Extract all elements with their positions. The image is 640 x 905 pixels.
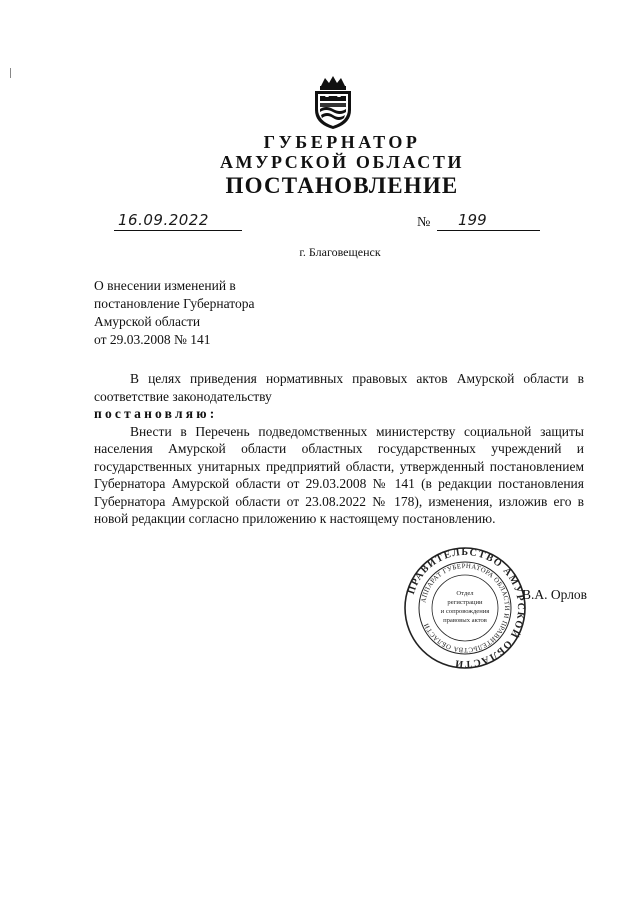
preamble-paragraph: В целях приведения нормативных правовых актов Амурской области в соответствие законодательству (94, 371, 584, 404)
stamp-center-line: регистрации (447, 599, 483, 606)
stamp-center-line: Отдел (456, 590, 474, 597)
subject-line: постановление Губернатора (94, 296, 255, 311)
header-region: АМУРСКОЙ ОБЛАСТИ (219, 152, 465, 172)
stamp-center-line: правовых актов (443, 617, 487, 624)
subject-line: Амурской области (94, 314, 201, 329)
stamp-inner-text: АППАРАТ ГУБЕРНАТОРА ОБЛАСТИ И ПРАВИТЕЛЬСТВА ОБЛАСТИ (420, 562, 511, 654)
subject-line: О внесении изменений в (94, 278, 236, 293)
decree-word: постановляю: (94, 406, 218, 421)
date-underline (114, 230, 242, 231)
document-type-title: ПОСТАНОВЛЕНИЕ (225, 173, 459, 198)
stamp-outer-text: ПРАВИТЕЛЬСТВО АМУРСКОЙ ОБЛАСТИ (405, 546, 527, 670)
margin-mark (10, 68, 11, 78)
official-stamp (403, 546, 527, 670)
header-governor: ГУБЕРНАТОР (263, 132, 421, 152)
document-subject (94, 277, 344, 349)
stamp-center-line: и сопровождения (440, 608, 490, 615)
document-number: 199 (458, 211, 487, 229)
document-date: 16.09.2022 (118, 211, 209, 229)
subject-line: от 29.03.2008 № 141 (94, 332, 211, 347)
signer-name: В.А. Орлов (522, 587, 588, 602)
coat-of-arms-icon (311, 74, 355, 130)
main-paragraph: Внести в Перечень подведомственных министерству социальной защиты населения Амурской области областных государственных учреждений и государственных унитарных предприятий области, утвержденный постановлением Губернатора Амурской области от 29.03.2008 № 141 (в редакции постановления Губернатора Амурской области от 23.08.2022 № 178), изменения, изложив его в новой редакции согласно приложению к настоящему постановлению. (94, 423, 584, 526)
document-body (94, 370, 584, 528)
number-sign: № (417, 215, 431, 230)
city-label: г. Благовещенск (299, 245, 381, 259)
number-underline (437, 230, 540, 231)
